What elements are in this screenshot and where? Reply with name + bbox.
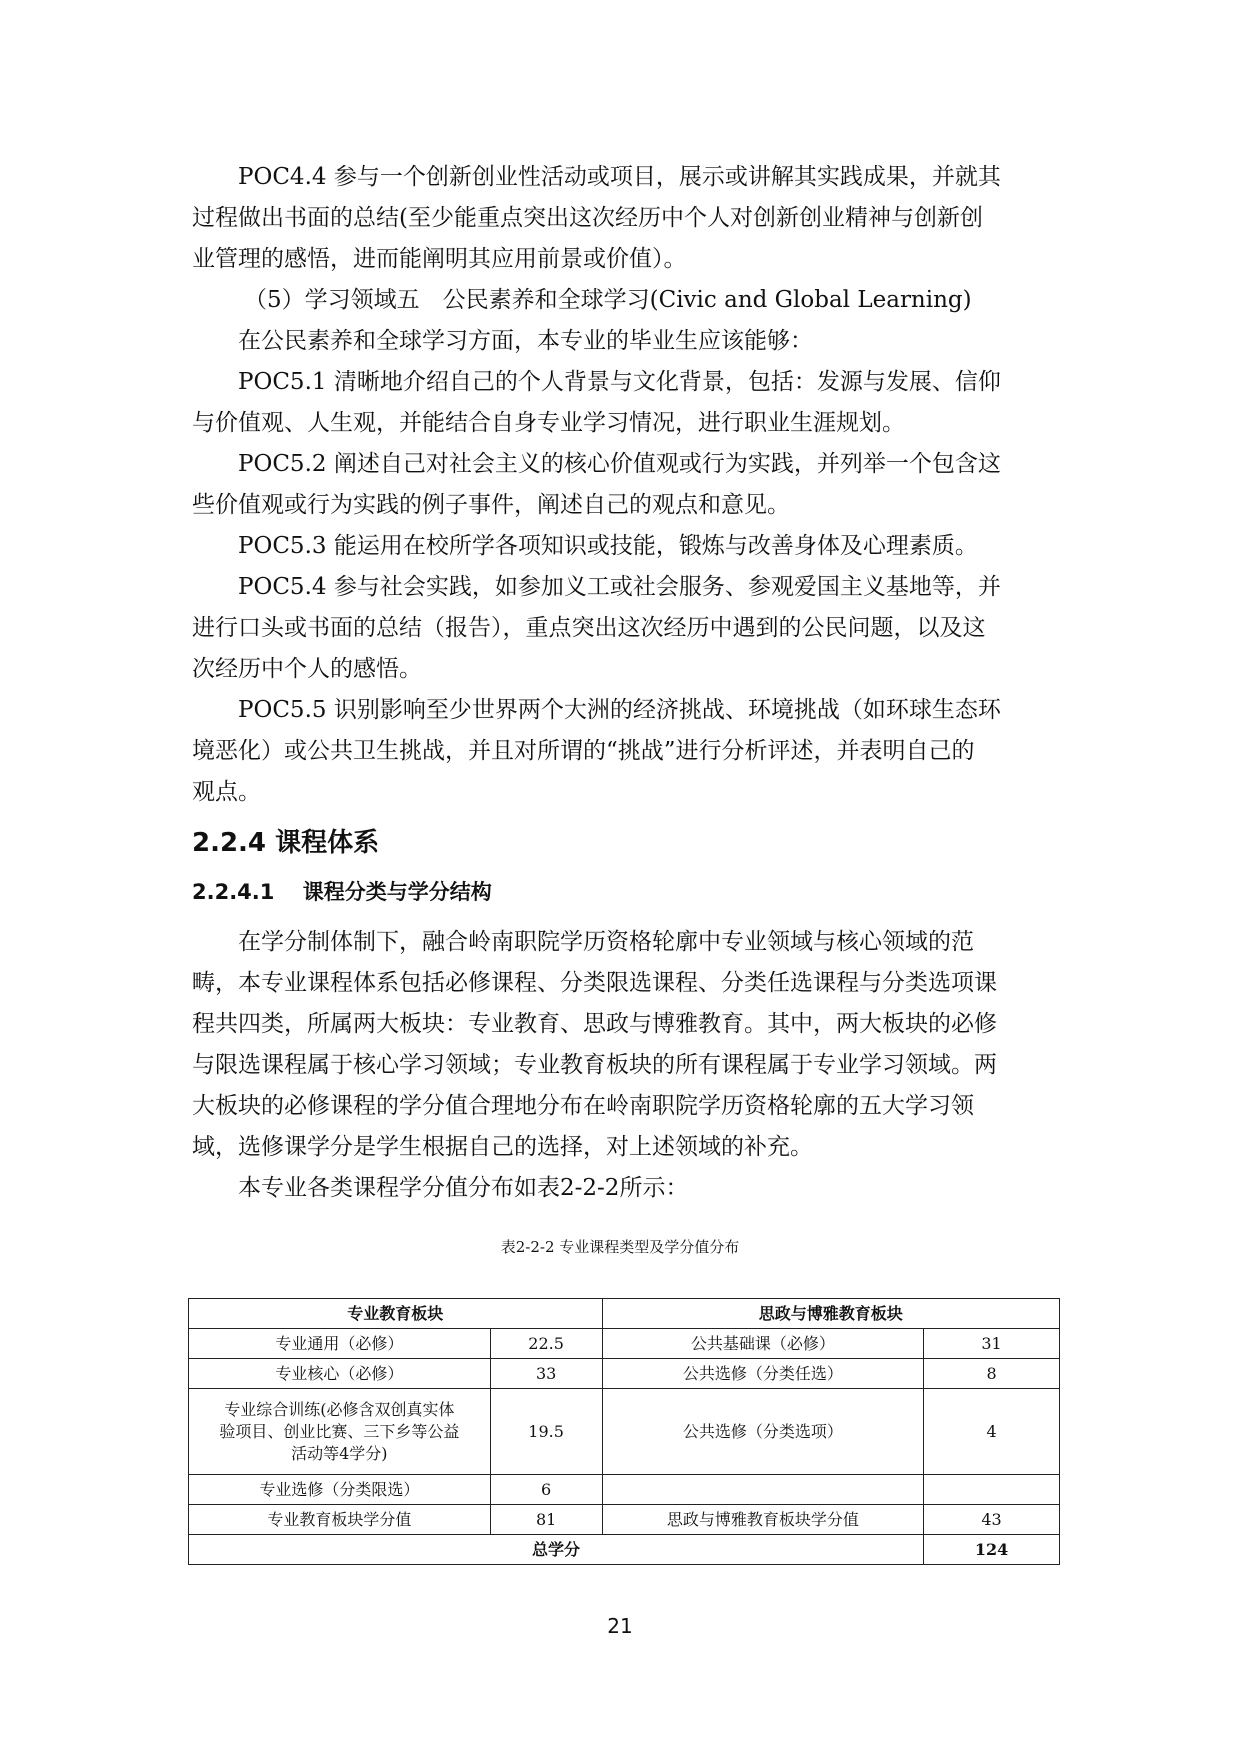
paragraph-poc5-1: [192, 362, 1062, 444]
paragraph-poc5-5: [192, 690, 1062, 813]
text-line: 畴，本专业课程体系包括必修课程、分类限选课程、分类任选课程与分类选项课: [192, 970, 997, 996]
cell-course-type: 专业综合训练(必修含双创真实体验项目、创业比赛、三下乡等公益活动等4学分): [189, 1389, 491, 1475]
cell-credit: 8: [924, 1359, 1060, 1389]
text-line: 进行口头或书面的总结（报告），重点突出这次经历中遇到的公民问题，以及这: [192, 615, 986, 641]
text-line: POC5.2 阐述自己对社会主义的核心价值观或行为实践，并列举一个包含这: [238, 451, 1001, 477]
text-line: 域，选修课学分是学生根据自己的选择，对上述领域的补充。: [192, 1134, 813, 1160]
table-row: [189, 1505, 1060, 1535]
text-line: （5）学习领域五 公民素养和全球学习(Civic and Global Learning): [244, 287, 972, 313]
header-ideological-block: 思政与博雅教育板块: [602, 1299, 1059, 1329]
section-body-paragraph: [192, 922, 1062, 1168]
table-row: [189, 1359, 1060, 1389]
total-credits-label: 总学分: [189, 1535, 924, 1565]
table-row: [189, 1475, 1060, 1505]
credit-distribution-table: [188, 1298, 1060, 1565]
text-line: 大板块的必修课程的学分值合理地分布在岭南职院学历资格轮廓的五大学习领: [192, 1093, 974, 1119]
cell-credit: 6: [490, 1475, 602, 1505]
table-caption: 表2-2-2 专业课程类型及学分值分布: [500, 1238, 740, 1256]
cell-credit: 19.5: [490, 1389, 602, 1475]
paragraph-poc5-4: [192, 567, 1062, 690]
cell-course-type: 专业选修（分类限选）: [189, 1475, 491, 1505]
cell-course-type: 公共选修（分类选项）: [602, 1389, 924, 1475]
text-line: POC5.3 能运用在校所学各项知识或技能，锻炼与改善身体及心理素质。: [238, 533, 978, 559]
header-professional-block: 专业教育板块: [189, 1299, 603, 1329]
cell-credit: 33: [490, 1359, 602, 1389]
text-line: 次经历中个人的感悟。: [192, 656, 422, 682]
text-line: 本专业各类课程学分值分布如表2-2-2所示：: [238, 1175, 689, 1201]
text-line: POC5.1 清晰地介绍自己的个人背景与文化背景，包括：发源与发展、信仰: [238, 369, 1001, 395]
cell-course-type: 专业教育板块学分值: [189, 1505, 491, 1535]
cell-credit: 81: [490, 1505, 602, 1535]
cell-course-type: 公共选修（分类任选）: [602, 1359, 924, 1389]
text-line: 在公民素养和全球学习方面，本专业的毕业生应该能够：: [238, 328, 813, 354]
text-line: 过程做出书面的总结(至少能重点突出这次经历中个人对创新创业精神与创新创: [192, 205, 983, 231]
text-line: 在学分制体制下，融合岭南职院学历资格轮廓中专业领域与核心领域的范: [238, 929, 974, 955]
text-line: 境恶化）或公共卫生挑战，并且对所谓的“挑战”进行分析评述，并表明自己的: [192, 738, 975, 764]
paragraph-poc5-2: [192, 444, 1062, 526]
cell-credit: 31: [924, 1329, 1060, 1359]
table-row: [189, 1329, 1060, 1359]
page-number: 21: [607, 1614, 633, 1638]
text-line: 与限选课程属于核心学习领域；专业教育板块的所有课程属于专业学习领域。两: [192, 1052, 997, 1078]
cell-course-type: 思政与博雅教育板块学分值: [602, 1505, 924, 1535]
text-line: 与价值观、人生观，并能结合自身专业学习情况，进行职业生涯规划。: [192, 410, 905, 436]
text-line: 程共四类，所属两大板块：专业教育、思政与博雅教育。其中，两大板块的必修: [192, 1011, 997, 1037]
subsection-heading: 2.2.4.1 课程分类与学分结构: [192, 880, 492, 904]
table-intro: [192, 1168, 1062, 1209]
cell-course-type: 公共基础课（必修）: [602, 1329, 924, 1359]
learning-area-five-intro: [192, 321, 1062, 362]
section-heading: 2.2.4 课程体系: [192, 828, 380, 858]
table-header-row: [189, 1299, 1060, 1329]
cell-course-type: [602, 1475, 924, 1505]
cell-credit: 22.5: [490, 1329, 602, 1359]
cell-course-type: 专业核心（必修）: [189, 1359, 491, 1389]
paragraph-poc4-4: [192, 157, 1062, 280]
table-total-row: [189, 1535, 1060, 1565]
cell-credit: 4: [924, 1389, 1060, 1475]
paragraph-poc5-3: [192, 526, 1062, 567]
text-line: 些价值观或行为实践的例子事件，阐述自己的观点和意见。: [192, 492, 790, 518]
table-row: [189, 1389, 1060, 1475]
learning-area-five-heading: [192, 280, 1062, 321]
text-line: POC4.4 参与一个创新创业性活动或项目，展示或讲解其实践成果，并就其: [238, 164, 1001, 190]
cell-course-type: 专业通用（必修）: [189, 1329, 491, 1359]
cell-credit: [924, 1475, 1060, 1505]
text-line: 业管理的感悟，进而能阐明其应用前景或价值）。: [192, 246, 687, 272]
text-line: 观点。: [192, 779, 261, 805]
cell-credit: 43: [924, 1505, 1060, 1535]
text-line: POC5.5 识别影响至少世界两个大洲的经济挑战、环境挑战（如环球生态环: [238, 697, 1001, 723]
total-credits-value: 124: [924, 1535, 1060, 1565]
text-line: POC5.4 参与社会实践，如参加义工或社会服务、参观爱国主义基地等，并: [238, 574, 1001, 600]
